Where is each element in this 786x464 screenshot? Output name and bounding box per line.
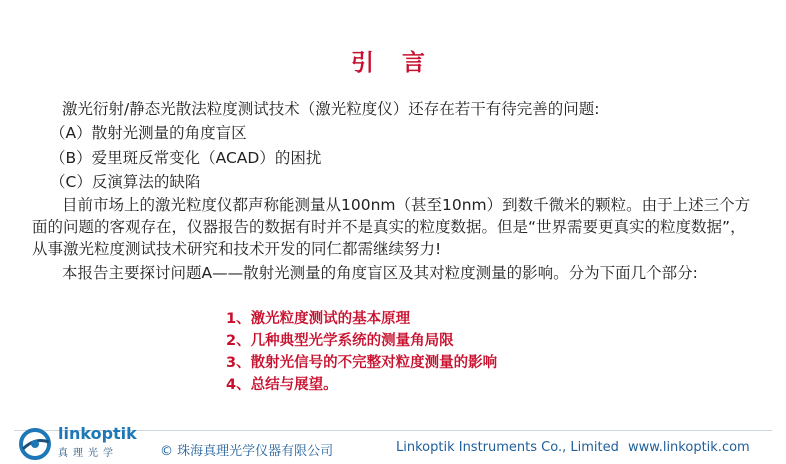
outline-list [226, 308, 497, 396]
issue-c: （C）反演算法的缺陷 [50, 173, 201, 191]
outline-item-1: 1、激光粒度测试的基本原理 [226, 311, 411, 327]
paragraph-scope: 本报告主要探讨问题A——散射光测量的角度盲区及其对粒度测量的影响。分为下面几个部分: [62, 264, 698, 282]
logo-name: linkoptik [58, 424, 137, 443]
issue-b: （B）爱里斑反常变化（ACAD）的困扰 [50, 149, 322, 167]
outline-item-2: 2、几种典型光学系统的测量角局限 [226, 333, 454, 349]
page-title: 引 言 [350, 50, 435, 76]
copyright-text: © 珠海真理光学仪器有限公司 [160, 444, 334, 459]
intro-lead: 激光衍射/静态光散法粒度测试技术（激光粒度仪）还存在若干有待完善的问题: [62, 100, 600, 118]
outline-item-4: 4、总结与展望。 [226, 377, 338, 393]
company-name: Linkoptik Instruments Co., Limited [396, 440, 619, 455]
logo-subtitle: 真理光学 [58, 448, 118, 459]
website-link[interactable]: www.linkoptik.com [628, 440, 750, 455]
linkoptik-logo-icon [18, 427, 52, 461]
outline-item-3: 3、散射光信号的不完整对粒度测量的影响 [226, 355, 498, 371]
issue-a: （A）散射光测量的角度盲区 [50, 124, 247, 142]
paragraph-market: 目前市场上的激光粒度仪都声称能测量从100nm（甚至10nm）到数千微米的颗粒。由于上述三个方面的问题的客观存在，仪器报告的数据有时并不是真实的粒度数据。但是“世界需要更真实的粒度数据”，从事激光粒度测试技术研究和技术开发的同仁都需继续努力! [32, 196, 751, 258]
